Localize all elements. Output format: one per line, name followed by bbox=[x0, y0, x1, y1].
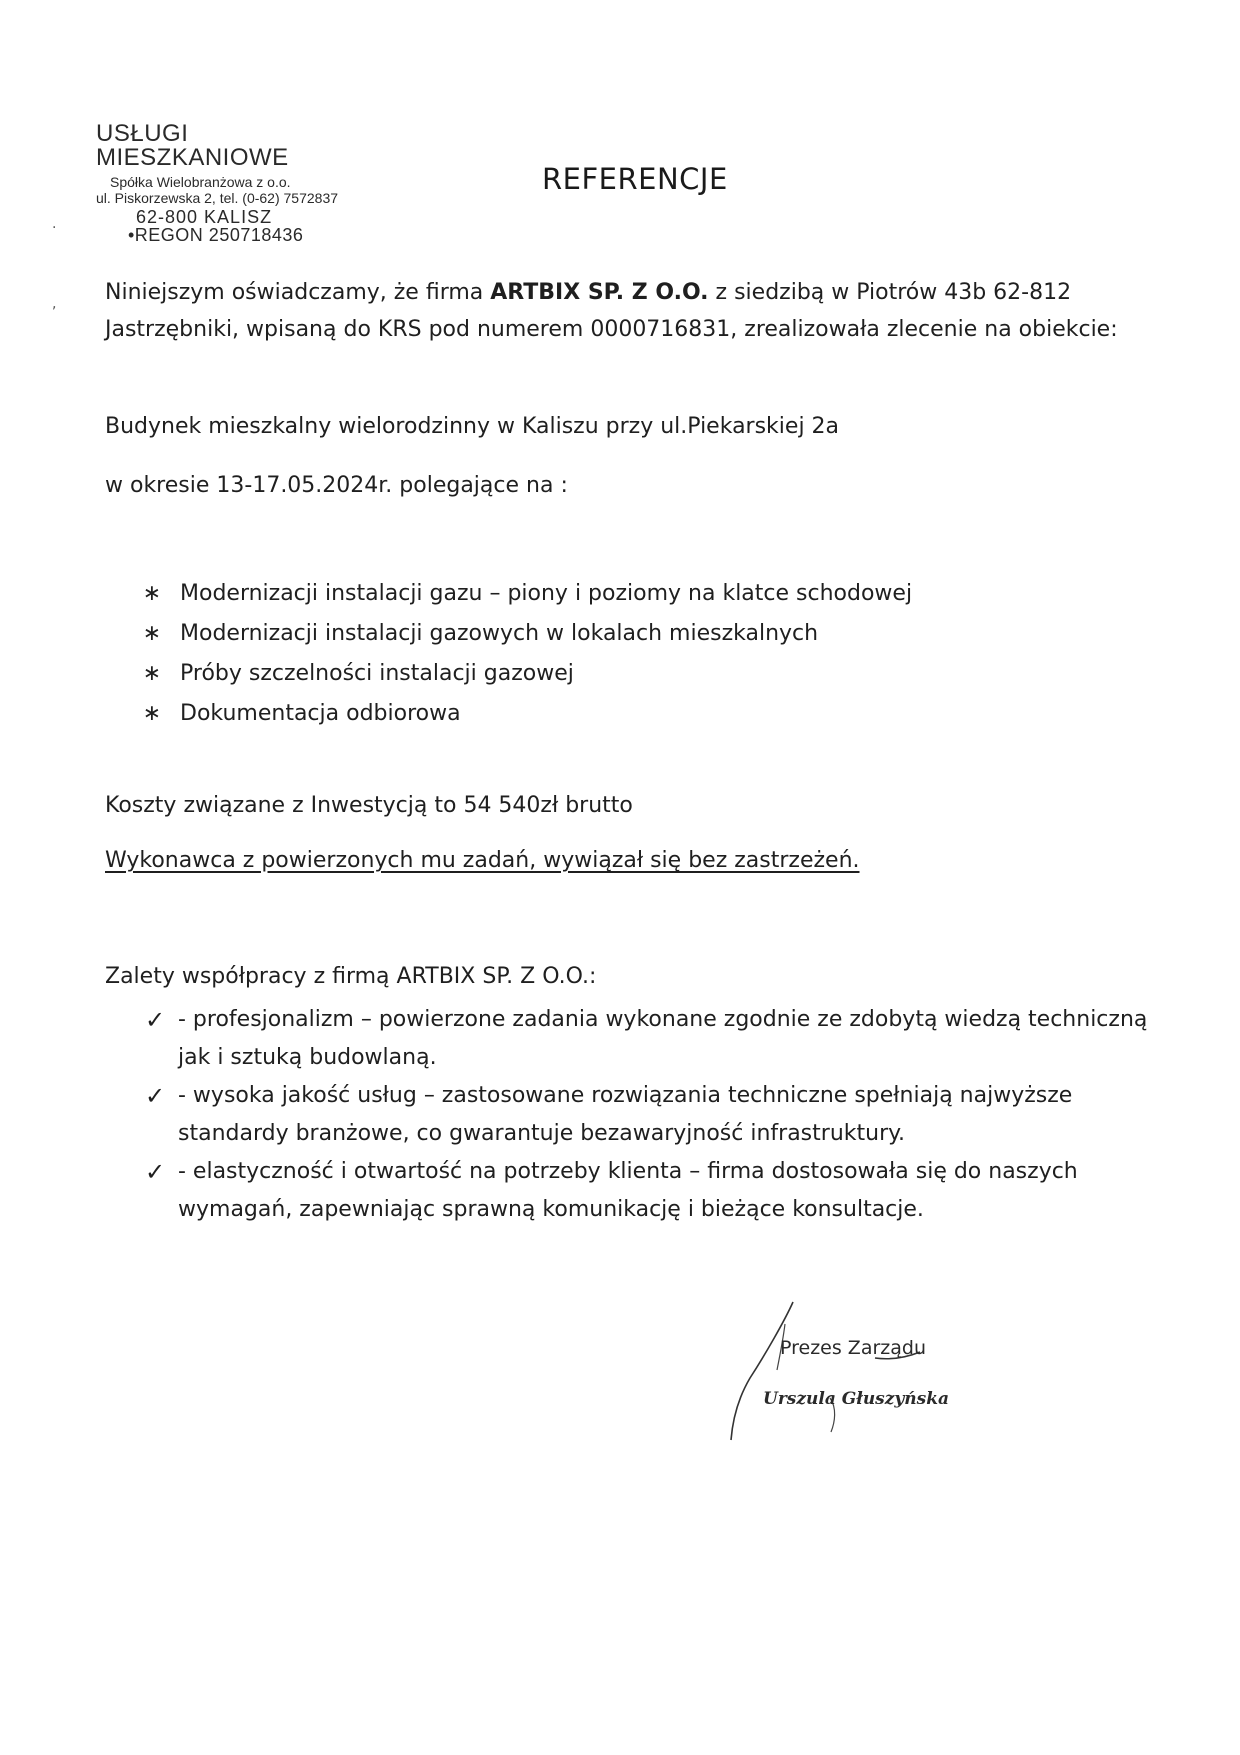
list-item bbox=[142, 1153, 1152, 1229]
contractor-assessment: Wykonawca z powierzonych mu zadań, wywiązał się bez zastrzeżeń. bbox=[105, 848, 860, 873]
stamp-regon: •REGON 250718436 bbox=[128, 225, 304, 245]
list-item-text: - elastyczność i otwartość na potrzeby klienta – firma dostosowała się do naszych wymagań, zapewniając sprawną komunikację i bieżące konsultacje. bbox=[178, 1159, 1078, 1222]
list-item-text: - wysoka jakość usług – zastosowane rozwiązania techniczne spełniają najwyższe standardy branżowe, co gwarantuje bezawaryjność infrastruktury. bbox=[178, 1083, 1073, 1146]
list-item-text: Modernizacji instalacji gazu – piony i poziomy na klatce schodowej bbox=[180, 581, 913, 606]
intro-text-before: Niniejszym oświadczamy, że firma bbox=[105, 280, 491, 305]
advantages-list bbox=[142, 1001, 1152, 1229]
list-item-text: Modernizacji instalacji gazowych w lokalach mieszkalnych bbox=[180, 621, 819, 646]
advantages-heading: Zalety współpracy z firmą ARTBIX SP. Z O.O.: bbox=[105, 964, 597, 989]
list-item-text: - profesjonalizm – powierzone zadania wykonane zgodnie ze zdobytą wiedzą techniczną jak i sztuką budowlaną. bbox=[178, 1007, 1148, 1070]
investment-costs: Koszty związane z Inwestycją to 54 540zł brutto bbox=[105, 793, 633, 818]
asterisk-icon: ∗ bbox=[142, 701, 162, 726]
stamp-address: ul. Piskorzewska 2, tel. (0-62) 7572837 bbox=[96, 190, 339, 206]
checkmark-icon: ✓ bbox=[144, 1006, 166, 1034]
stamp-city: 62-800 KALISZ bbox=[136, 207, 273, 227]
signatory-title: Prezes Zarządu bbox=[780, 1337, 926, 1359]
list-item bbox=[140, 654, 1140, 694]
signatory-name: Urszula Głuszyńska bbox=[763, 1389, 950, 1409]
list-item-text: Dokumentacja odbiorowa bbox=[180, 701, 461, 726]
handwritten-signature bbox=[725, 1300, 1025, 1450]
company-name: ARTBIX SP. Z O.O. bbox=[490, 280, 709, 305]
asterisk-icon: ∗ bbox=[142, 581, 162, 606]
intro-paragraph bbox=[105, 274, 1145, 348]
document-title: REFERENCJE bbox=[542, 162, 728, 196]
checkmark-icon: ✓ bbox=[144, 1082, 166, 1110]
scan-speck: , bbox=[52, 296, 57, 312]
stamp-company-form: Spółka Wielobranżowa z o.o. bbox=[110, 174, 291, 190]
list-item bbox=[142, 1001, 1152, 1077]
checkmark-icon: ✓ bbox=[144, 1158, 166, 1186]
scan-speck: · bbox=[52, 220, 57, 236]
works-list bbox=[140, 574, 1140, 734]
intro-text-after: z siedzibą w Piotrów 43b 62-812 Jastrzębniki, wpisaną do KRS pod numerem 0000716831, zrealizowała zlecenie na obiekcie: bbox=[105, 280, 1118, 342]
work-period: w okresie 13-17.05.2024r. polegające na : bbox=[105, 473, 568, 498]
list-item bbox=[142, 1077, 1152, 1153]
asterisk-icon: ∗ bbox=[142, 661, 162, 686]
list-item bbox=[140, 574, 1140, 614]
signature-block bbox=[725, 1300, 1025, 1450]
list-item-text: Próby szczelności instalacji gazowej bbox=[180, 661, 574, 686]
asterisk-icon: ∗ bbox=[142, 621, 162, 646]
list-item bbox=[140, 614, 1140, 654]
stamp-company-name: USŁUGI MIESZKANIOWE bbox=[96, 120, 289, 171]
object-description: Budynek mieszkalny wielorodzinny w Kaliszu przy ul.Piekarskiej 2a bbox=[105, 414, 840, 439]
company-stamp bbox=[96, 122, 386, 244]
list-item bbox=[140, 694, 1140, 734]
